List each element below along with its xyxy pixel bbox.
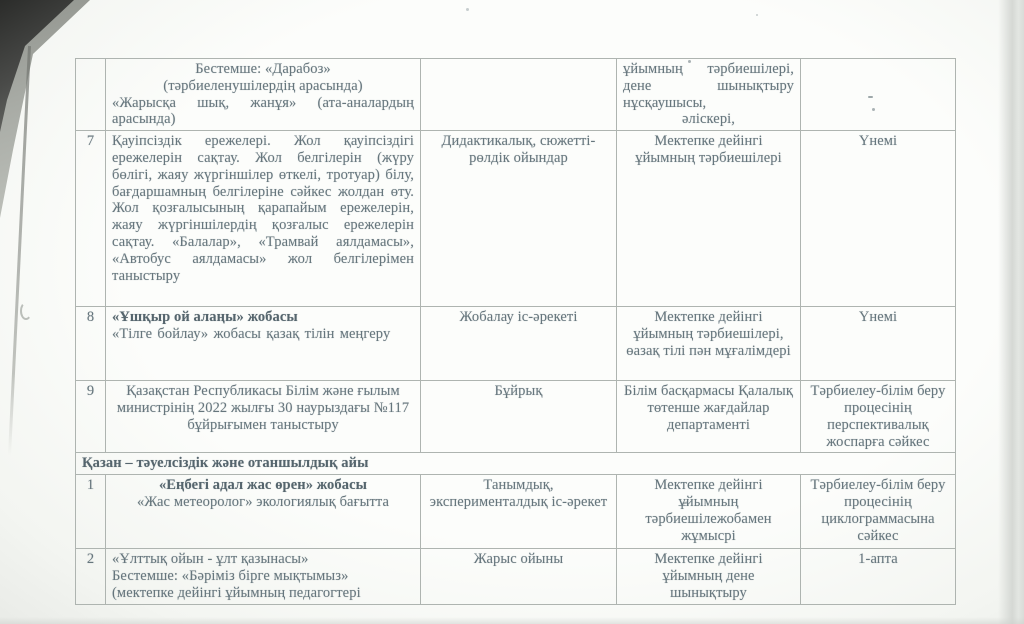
cell-time — [801, 475, 956, 549]
scan-ink-mark — [20, 302, 32, 320]
responsible-text: Мектепке дейінгі ұйымның тәрбиешілері — [635, 133, 782, 166]
scan-speck — [756, 14, 758, 16]
form-text: Жобалау іс-әрекеті — [459, 309, 578, 326]
activity-text: Бестемше: «Дарабоз» — [195, 61, 331, 77]
responsible-word: тәрбиешілері, — [707, 61, 794, 77]
table-row-continuation — [76, 59, 956, 131]
activity-text: Қауіпсіздік ережелері. Жол қауіпсіздігі ережелерін сақтау. Жол белгілерін (жүру бөлігі, жаяу жүргіншілер өткелі, тротуар) білу, бағдаршамның белгілеріне сәйкес жолдан өту. Жол қозғалысының қарапайым ережелерін, жаяу жүргіншілердің қозғалыс ережелерін сақтау. «Балалар», «Трамвай аялдамасы», «Автобус аялдамасы» жол белгілерімен таныстыру — [112, 133, 414, 284]
cell-activity — [106, 381, 421, 453]
cell-form — [421, 475, 617, 549]
cell-responsible — [617, 381, 801, 453]
cell-number: 8 — [76, 307, 106, 381]
activity-text: «Тілге бойлау» жобасы қазақ тілін меңгеру — [112, 325, 391, 342]
table-row-2 — [76, 549, 956, 604]
table-row-8 — [76, 307, 956, 381]
responsible-text — [623, 78, 794, 95]
activity-text: Қазақстан Республикасы Білім және ғылым министрінің 2022 жылғы 30 наурыздағы №117 бұйрығымен таныстыру — [116, 383, 410, 433]
cell-activity — [106, 549, 421, 604]
responsible-word: шынықтыру — [717, 77, 794, 94]
activity-text: «Жас метеоролог» экологиялық бағытта — [136, 493, 390, 510]
cell-number — [76, 59, 106, 131]
activity-text: «Ұлттық ойын - ұлт қазынасы» — [112, 551, 309, 568]
cell-time — [801, 549, 956, 604]
cell-number: 2 — [76, 549, 106, 604]
section-header: Қазан – тәуелсіздік және отаншылдық айы — [76, 453, 956, 475]
activity-text: Бестемше: «Бәріміз бірге мықтымыз» — [112, 567, 349, 584]
scan-right-page-edge — [998, 0, 1024, 624]
cell-time — [801, 381, 956, 453]
responsible-text: Мектепке дейінгі ұйымның тәрбиешілері, өазақ тілі пән мұғалімдері — [626, 309, 791, 359]
cell-time — [801, 131, 956, 307]
cell-activity — [106, 307, 421, 381]
scan-speck — [466, 8, 469, 11]
time-text: Тәрбиелеу-білім беру процесінің перспективалық жоспарға сәйкес — [810, 383, 946, 450]
cell-activity — [106, 59, 421, 131]
cell-number: 7 — [76, 131, 106, 307]
cell-time — [801, 59, 956, 131]
time-text: Үнемі — [858, 309, 898, 326]
activity-text: «Жарысқа шық, жанұя» (ата-аналардың арасында) — [112, 94, 414, 128]
table-row-1 — [76, 475, 956, 549]
activity-text: (тәрбиеленушілердің арасында) — [163, 77, 363, 94]
activity-title: «Еңбегі адал жас өрен» жобасы — [158, 477, 368, 494]
scan-bottom-shading — [0, 617, 1024, 624]
cell-responsible — [617, 307, 801, 381]
education-plan-table — [75, 58, 956, 605]
cell-form — [421, 381, 617, 453]
table-row-9 — [76, 381, 956, 453]
time-text: 1-апта — [858, 551, 898, 568]
time-text: Тәрбиелеу-білім беру процесінің циклограммасына сәйкес — [810, 477, 946, 544]
cell-number: 1 — [76, 475, 106, 549]
cell-number: 9 — [76, 381, 106, 453]
cell-form — [421, 59, 617, 131]
time-text: Үнемі — [858, 133, 898, 150]
responsible-text: әліскері, — [681, 111, 736, 128]
cell-form — [421, 131, 617, 307]
form-text: Бұйрық — [494, 383, 543, 400]
responsible-text: Білім басқармасы Қалалық төтенше жағдайлар департаменті — [624, 383, 793, 433]
responsible-word: дене — [623, 77, 652, 94]
table-row-7 — [76, 131, 956, 307]
responsible-text: Мектепке дейінгі ұйымның дене шынықтыру — [654, 551, 763, 601]
cell-form — [421, 549, 617, 604]
responsible-text: Мектепке дейінгі ұйымның тәрбиешілежобамен жұмысрі — [645, 477, 772, 544]
form-text: Жарыс ойыны — [473, 551, 564, 568]
cell-form — [421, 307, 617, 381]
activity-text: (мектепке дейінгі ұйымның педагогтері — [112, 584, 361, 601]
form-text: Танымдық, эксперименталдық іс-әрекет — [429, 477, 608, 510]
responsible-text — [623, 61, 794, 78]
form-text: Дидактикалық, сюжетті-рөлдік ойындар — [441, 133, 596, 166]
cell-time — [801, 307, 956, 381]
cell-responsible — [617, 475, 801, 549]
responsible-word: ұйымның — [623, 61, 683, 77]
cell-activity — [106, 131, 421, 307]
cell-responsible — [617, 549, 801, 604]
cell-activity — [106, 475, 421, 549]
cell-responsible — [617, 131, 801, 307]
responsible-text: нұсқаушысы, — [623, 94, 707, 111]
table-row-section-header — [76, 453, 956, 475]
cell-responsible — [617, 59, 801, 131]
activity-title: «Ұшқыр ой алаңы» жобасы — [112, 309, 298, 326]
